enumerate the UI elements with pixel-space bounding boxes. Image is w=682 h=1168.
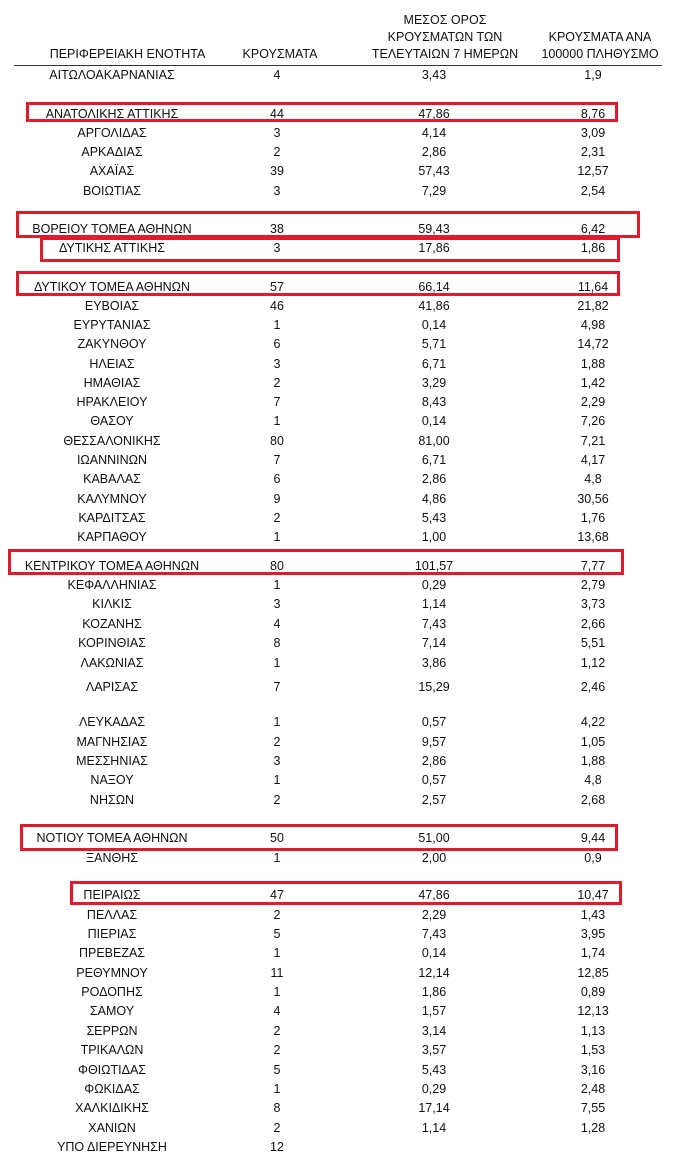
cell-region: ΣΕΡΡΩΝ [86,1024,138,1038]
cell-avg7: 1,00 [421,530,447,544]
cell-region: ΗΜΑΘΙΑΣ [83,376,141,390]
highlight-box [8,549,624,575]
cell-cases: 3 [273,754,281,768]
cell-avg7: 5,71 [421,337,447,351]
cell-region: ΖΑΚΥΝΘΟΥ [77,337,147,351]
cell-cases: 1 [273,851,281,865]
cell-avg7: 47,86 [418,107,450,121]
cell-avg7: 17,86 [418,241,450,255]
cell-region: ΔΥΤΙΚΟΥ ΤΟΜΕΑ ΑΘΗΝΩΝ [33,280,191,294]
cell-avg7: 5,43 [421,511,447,525]
cell-cases: 80 [270,434,284,448]
cell-per100k: 7,55 [580,1101,606,1115]
cell-cases: 4 [273,1004,281,1018]
cell-region: ΚΑΒΑΛΑΣ [83,472,141,486]
cell-avg7: 7,43 [421,927,447,941]
cell-region: ΛΕΥΚΑΔΑΣ [78,715,146,729]
cell-avg7: 1,57 [421,1004,447,1018]
cell-cases: 1 [273,318,281,332]
cell-per100k: 12,85 [577,966,609,980]
cell-region: ΜΕΣΣΗΝΙΑΣ [76,754,148,768]
cell-per100k: 1,05 [580,735,606,749]
cell-per100k: 0,9 [584,851,602,865]
cell-avg7: 4,14 [421,126,447,140]
cell-region: ΚΕΦΑΛΛΗΝΙΑΣ [67,578,157,592]
cell-region: ΚΙΛΚΙΣ [92,597,132,611]
cell-cases: 8 [273,636,281,650]
cell-cases: 44 [270,107,284,121]
cell-region: ΗΛΕΙΑΣ [89,357,135,371]
cell-cases: 2 [273,1024,281,1038]
cell-per100k: 14,72 [577,337,609,351]
cell-per100k: 6,42 [580,222,606,236]
cell-avg7: 4,86 [421,492,447,506]
cell-cases: 47 [270,888,284,902]
cell-cases: 80 [270,559,284,573]
cell-avg7: 0,14 [421,414,447,428]
header-per100k [520,29,680,63]
cell-avg7: 5,43 [421,1063,447,1077]
cell-region: ΑΙΤΩΛΟΑΚΑΡΝΑΝΙΑΣ [49,68,175,82]
cell-per100k: 10,47 [577,888,609,902]
cell-region: ΚΟΡΙΝΘΙΑΣ [78,636,146,650]
cell-avg7: 0,29 [421,578,447,592]
cell-cases: 1 [273,1082,281,1096]
cell-per100k: 8,76 [580,107,606,121]
cell-cases: 2 [273,1121,281,1135]
cell-avg7: 0,14 [421,946,447,960]
cell-region: ΥΠΟ ΔΙΕΡΕΥΝΗΣΗ [57,1140,167,1154]
cell-region: ΠΕΛΛΑΣ [86,908,138,922]
cell-avg7: 59,43 [418,222,450,236]
cell-per100k: 1,53 [580,1043,606,1057]
cell-region: ΚΕΝΤΡΙΚΟΥ ΤΟΜΕΑ ΑΘΗΝΩΝ [24,559,200,573]
cell-per100k: 1,43 [580,908,606,922]
cell-avg7: 0,29 [421,1082,447,1096]
cell-per100k: 30,56 [577,492,609,506]
header-line: ΜΕΣΟΣ ΟΡΟΣ [403,13,487,27]
cell-region: ΕΥΡΥΤΑΝΙΑΣ [73,318,151,332]
cell-cases: 8 [273,1101,281,1115]
cell-per100k: 4,17 [580,453,606,467]
cell-avg7: 2,57 [421,793,447,807]
cell-cases: 5 [273,1063,281,1077]
cell-cases: 1 [273,946,281,960]
cell-cases: 1 [273,578,281,592]
cell-avg7: 6,71 [421,357,447,371]
cell-cases: 6 [273,337,281,351]
header-line: 100000 ΠΛΗΘΥΣΜΟ [541,47,659,61]
cell-per100k: 1,88 [580,357,606,371]
cell-avg7: 101,57 [414,559,454,573]
cell-per100k: 4,8 [584,472,602,486]
cell-per100k: 2,29 [580,395,606,409]
cell-avg7: 41,86 [418,299,450,313]
header-line: ΚΡΟΥΣΜΑΤΩΝ ΤΩΝ [387,30,503,44]
cell-region: ΚΑΛΥΜΝΟΥ [77,492,147,506]
cell-region: ΜΑΓΝΗΣΙΑΣ [76,735,148,749]
header-line: ΠΕΡΙΦΕΡΕΙΑΚΗ ΕΝΟΤΗΤΑ [49,47,206,61]
cell-cases: 3 [273,241,281,255]
cell-cases: 1 [273,985,281,999]
cell-region: ΒΟΙΩΤΙΑΣ [82,184,142,198]
cell-region: ΚΑΡΔΙΤΣΑΣ [78,511,146,525]
cell-cases: 1 [273,715,281,729]
cell-avg7: 6,71 [421,453,447,467]
cell-region: ΡΟΔΟΠΗΣ [81,985,143,999]
cell-region: ΘΕΣΣΑΛΟΝΙΚΗΣ [63,434,161,448]
cell-avg7: 3,57 [421,1043,447,1057]
cell-per100k: 9,44 [580,831,606,845]
cell-per100k: 21,82 [577,299,609,313]
highlight-box [40,237,620,262]
cell-region: ΝΗΣΩΝ [89,793,135,807]
cell-per100k: 1,42 [580,376,606,390]
cell-avg7: 7,29 [421,184,447,198]
header-avg7 [355,12,535,63]
cell-region: ΧΑΝΙΩΝ [88,1121,136,1135]
cell-avg7: 3,29 [421,376,447,390]
cell-avg7: 7,14 [421,636,447,650]
cell-per100k: 2,31 [580,145,606,159]
cell-avg7: 3,14 [421,1024,447,1038]
cell-cases: 3 [273,597,281,611]
cell-per100k: 7,21 [580,434,606,448]
cell-avg7: 66,14 [418,280,450,294]
cell-per100k: 12,57 [577,164,609,178]
cell-avg7: 2,00 [421,851,447,865]
cell-avg7: 15,29 [418,680,450,694]
cell-region: ΞΑΝΘΗΣ [86,851,138,865]
header-line: ΤΕΛΕΥΤΑΙΩΝ 7 ΗΜΕΡΩΝ [371,47,519,61]
cell-avg7: 1,86 [421,985,447,999]
cell-per100k: 1,28 [580,1121,606,1135]
highlight-box [26,102,618,122]
highlight-box [20,824,618,851]
cell-cases: 5 [273,927,281,941]
cell-avg7: 8,43 [421,395,447,409]
header-cases [225,46,335,63]
cell-cases: 7 [273,395,281,409]
cell-region: ΠΙΕΡΙΑΣ [87,927,137,941]
highlight-box [70,881,622,905]
cell-cases: 9 [273,492,281,506]
cell-cases: 1 [273,414,281,428]
cell-per100k: 0,89 [580,985,606,999]
cell-avg7: 57,43 [418,164,450,178]
cell-region: ΝΟΤΙΟΥ ΤΟΜΕΑ ΑΘΗΝΩΝ [36,831,188,845]
cell-cases: 4 [273,617,281,631]
cell-avg7: 0,57 [421,715,447,729]
cell-avg7: 2,86 [421,472,447,486]
cell-cases: 50 [270,831,284,845]
cell-per100k: 13,68 [577,530,609,544]
cell-avg7: 3,86 [421,656,447,670]
highlight-box [16,211,640,238]
header-region [20,46,235,63]
cell-per100k: 2,54 [580,184,606,198]
cell-cases: 1 [273,656,281,670]
cell-avg7: 51,00 [418,831,450,845]
cell-avg7: 7,43 [421,617,447,631]
cell-per100k: 2,46 [580,680,606,694]
cell-cases: 46 [270,299,284,313]
cell-per100k: 7,77 [580,559,606,573]
cell-avg7: 1,14 [421,597,447,611]
cell-region: ΑΡΓΟΛΙΔΑΣ [77,126,147,140]
cell-cases: 3 [273,357,281,371]
cell-region: ΣΑΜΟΥ [89,1004,135,1018]
cell-per100k: 3,09 [580,126,606,140]
cell-region: ΔΥΤΙΚΗΣ ΑΤΤΙΚΗΣ [59,241,165,255]
cell-per100k: 4,8 [584,773,602,787]
cell-avg7: 81,00 [418,434,450,448]
cell-region: ΒΟΡΕΙΟΥ ΤΟΜΕΑ ΑΘΗΝΩΝ [32,222,192,236]
highlight-box [16,271,620,296]
cell-avg7: 17,14 [418,1101,450,1115]
cell-region: ΚΑΡΠΑΘΟΥ [77,530,147,544]
cell-per100k: 1,86 [580,241,606,255]
cell-per100k: 2,79 [580,578,606,592]
cell-cases: 6 [273,472,281,486]
cell-region: ΠΕΙΡΑΙΩΣ [83,888,141,902]
cell-per100k: 4,98 [580,318,606,332]
cell-avg7: 9,57 [421,735,447,749]
header-rule [14,65,662,66]
cell-region: ΑΡΚΑΔΙΑΣ [81,145,143,159]
cell-avg7: 0,14 [421,318,447,332]
cell-per100k: 1,76 [580,511,606,525]
cell-avg7: 12,14 [418,966,450,980]
cell-cases: 1 [273,773,281,787]
header-line: ΚΡΟΥΣΜΑΤΑ ΑΝΑ [548,30,652,44]
cell-avg7: 1,14 [421,1121,447,1135]
cell-region: ΛΑΡΙΣΑΣ [85,680,139,694]
cell-per100k: 1,9 [584,68,602,82]
cell-cases: 2 [273,735,281,749]
cell-cases: 2 [273,376,281,390]
cell-cases: 2 [273,908,281,922]
cell-cases: 2 [273,145,281,159]
cell-region: ΑΧΑΪΑΣ [89,164,135,178]
cell-per100k: 7,26 [580,414,606,428]
cell-cases: 12 [270,1140,284,1154]
cell-per100k: 2,48 [580,1082,606,1096]
cell-region: ΦΘΙΩΤΙΔΑΣ [77,1063,147,1077]
cell-region: ΠΡΕΒΕΖΑΣ [78,946,146,960]
cell-region: ΤΡΙΚΑΛΩΝ [80,1043,144,1057]
cell-cases: 3 [273,126,281,140]
cell-cases: 2 [273,793,281,807]
cell-per100k: 12,13 [577,1004,609,1018]
cell-cases: 11 [270,966,284,980]
cell-per100k: 11,64 [577,280,609,294]
cell-avg7: 2,29 [421,908,447,922]
cell-avg7: 3,43 [421,68,447,82]
cell-per100k: 2,66 [580,617,606,631]
cell-region: ΛΑΚΩΝΙΑΣ [80,656,144,670]
cell-cases: 7 [273,453,281,467]
cell-region: ΚΟΖΑΝΗΣ [82,617,142,631]
cell-per100k: 1,12 [580,656,606,670]
cell-cases: 2 [273,511,281,525]
cell-cases: 3 [273,184,281,198]
cell-region: ΕΥΒΟΙΑΣ [84,299,140,313]
cell-cases: 2 [273,1043,281,1057]
cell-region: ΝΑΞΟΥ [90,773,134,787]
cell-per100k: 3,73 [580,597,606,611]
cell-region: ΡΕΘΥΜΝΟΥ [76,966,148,980]
cell-cases: 1 [273,530,281,544]
cell-cases: 39 [270,164,284,178]
cell-cases: 57 [270,280,284,294]
cell-region: ΦΩΚΙΔΑΣ [84,1082,140,1096]
cell-region: ΗΡΑΚΛΕΙΟΥ [76,395,148,409]
cell-cases: 38 [270,222,284,236]
cell-per100k: 3,16 [580,1063,606,1077]
cell-per100k: 2,68 [580,793,606,807]
cell-per100k: 1,13 [580,1024,606,1038]
cell-cases: 7 [273,680,281,694]
header-line: ΚΡΟΥΣΜΑΤΑ [242,47,318,61]
cell-region: ΘΑΣΟΥ [90,414,134,428]
cell-per100k: 1,88 [580,754,606,768]
cell-avg7: 0,57 [421,773,447,787]
cell-per100k: 5,51 [580,636,606,650]
cell-per100k: 3,95 [580,927,606,941]
cell-per100k: 1,74 [580,946,606,960]
cell-region: ΑΝΑΤΟΛΙΚΗΣ ΑΤΤΙΚΗΣ [45,107,179,121]
cell-avg7: 2,86 [421,754,447,768]
cell-cases: 4 [273,68,281,82]
cell-avg7: 47,86 [418,888,450,902]
cell-avg7: 2,86 [421,145,447,159]
cell-per100k: 4,22 [580,715,606,729]
cell-region: ΧΑΛΚΙΔΙΚΗΣ [75,1101,149,1115]
cell-region: ΙΩΑΝΝΙΝΩΝ [76,453,148,467]
